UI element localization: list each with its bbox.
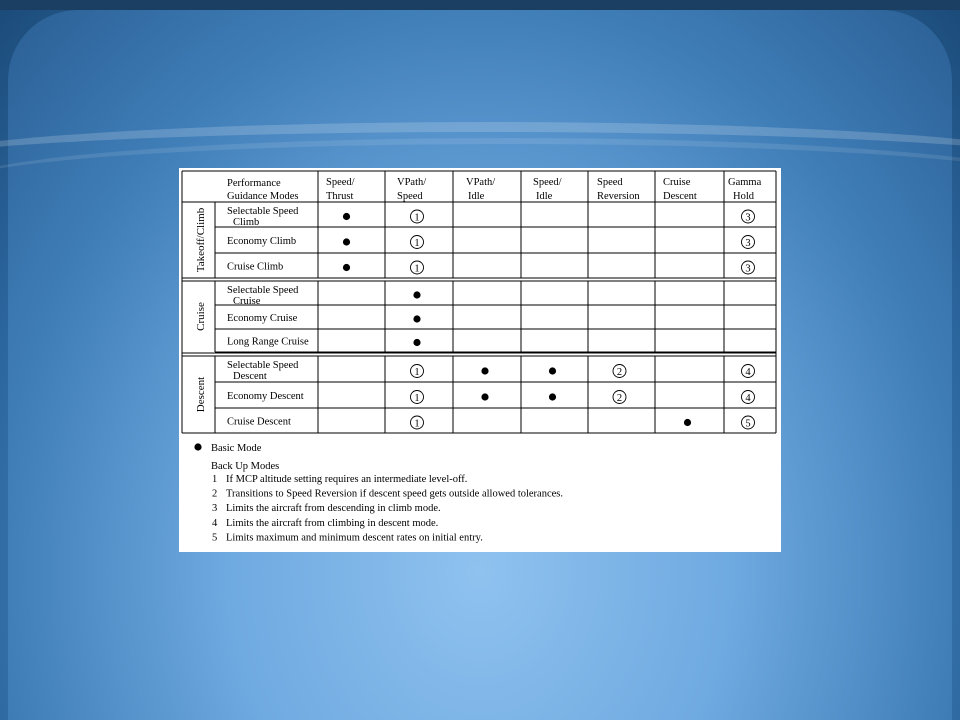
backup-mode-number: 4: [745, 393, 751, 404]
backup-mode-number: 2: [616, 393, 623, 404]
row-label: Economy Descent: [227, 391, 304, 402]
legend-backup-title: Back Up Modes: [211, 461, 280, 472]
header-corner-label: Guidance Modes: [227, 191, 299, 202]
legend-item-text: If MCP altitude setting requires an intermediate level-off.: [226, 474, 468, 485]
legend-item-number: 2: [212, 488, 218, 500]
row-label: Descent: [233, 371, 267, 382]
legend-item-number: 5: [212, 532, 218, 544]
legend-item-text: Limits the aircraft from climbing in descent mode.: [226, 517, 439, 529]
row-label: Selectable Speed: [227, 285, 299, 296]
row-label: Selectable Speed: [227, 206, 299, 217]
row-label: Selectable Speed: [227, 360, 299, 371]
legend-item-number: 3: [212, 503, 218, 515]
legend-item-text: Limits the aircraft from descending in climb mode.: [226, 503, 441, 515]
group-label: Descent: [195, 376, 207, 413]
column-header: VPath/: [466, 177, 496, 188]
backup-mode-number: 3: [745, 238, 751, 249]
basic-mode-dot: [684, 419, 691, 426]
top-band: [0, 0, 960, 10]
column-header: Idle: [468, 191, 485, 202]
column-header: Speed: [397, 191, 423, 202]
row-label: Economy Climb: [227, 236, 297, 247]
backup-mode-number: 1: [414, 238, 420, 249]
column-header: VPath/: [397, 177, 427, 188]
modes-table-svg: [179, 168, 781, 552]
backup-mode-number: 3: [745, 263, 751, 275]
backup-mode-number: 2: [616, 367, 623, 378]
backup-mode-number: 1: [414, 212, 420, 224]
basic-mode-dot: [481, 393, 488, 400]
basic-mode-dot: [343, 213, 350, 220]
backup-mode-number: 1: [414, 367, 420, 378]
basic-mode-dot: [413, 315, 420, 322]
column-header: Speed: [597, 177, 623, 188]
row-label: Cruise Climb: [227, 261, 284, 273]
modes-table-figure: [179, 168, 781, 552]
basic-mode-dot: [413, 339, 420, 346]
backup-mode-number: 1: [414, 418, 420, 430]
legend-item-text: Limits maximum and minimum descent rates on initial entry.: [226, 532, 483, 544]
row-label: Economy Cruise: [227, 313, 298, 324]
group-label: Cruise: [195, 302, 207, 331]
group-label: Takeoff/Climb: [195, 207, 207, 273]
column-header: Speed/: [326, 177, 355, 188]
legend-item-number: 4: [212, 517, 218, 529]
basic-mode-dot: [549, 393, 556, 400]
basic-mode-dot: [343, 238, 350, 245]
row-label: Cruise Descent: [227, 416, 291, 428]
basic-mode-dot: [343, 264, 350, 271]
legend-basic-mode: Basic Mode: [211, 443, 262, 454]
column-header: Cruise: [663, 177, 691, 188]
backup-mode-number: 1: [414, 263, 420, 275]
basic-mode-dot: [549, 367, 556, 374]
backup-mode-number: 4: [745, 367, 751, 378]
legend-item-number: 1: [212, 474, 218, 485]
header-corner-label: Performance: [227, 178, 281, 189]
column-header: Gamma: [728, 177, 762, 188]
legend-item-text: Transitions to Speed Reversion if descent speed gets outside allowed tolerances.: [226, 488, 563, 500]
row-label: Cruise: [233, 296, 261, 307]
row-label: Long Range Cruise: [227, 336, 309, 348]
column-header: Speed/: [533, 177, 562, 188]
row-label: Climb: [233, 217, 260, 228]
column-header: Reversion: [597, 191, 640, 202]
legend-dot: [194, 443, 201, 450]
basic-mode-dot: [413, 291, 420, 298]
column-header: Hold: [733, 191, 754, 202]
basic-mode-dot: [481, 367, 488, 374]
column-header: Idle: [536, 191, 553, 202]
column-header: Descent: [663, 191, 697, 202]
column-header: Thrust: [326, 191, 354, 202]
backup-mode-number: 3: [745, 212, 751, 224]
backup-mode-number: 1: [414, 393, 420, 404]
backup-mode-number: 5: [745, 418, 751, 430]
